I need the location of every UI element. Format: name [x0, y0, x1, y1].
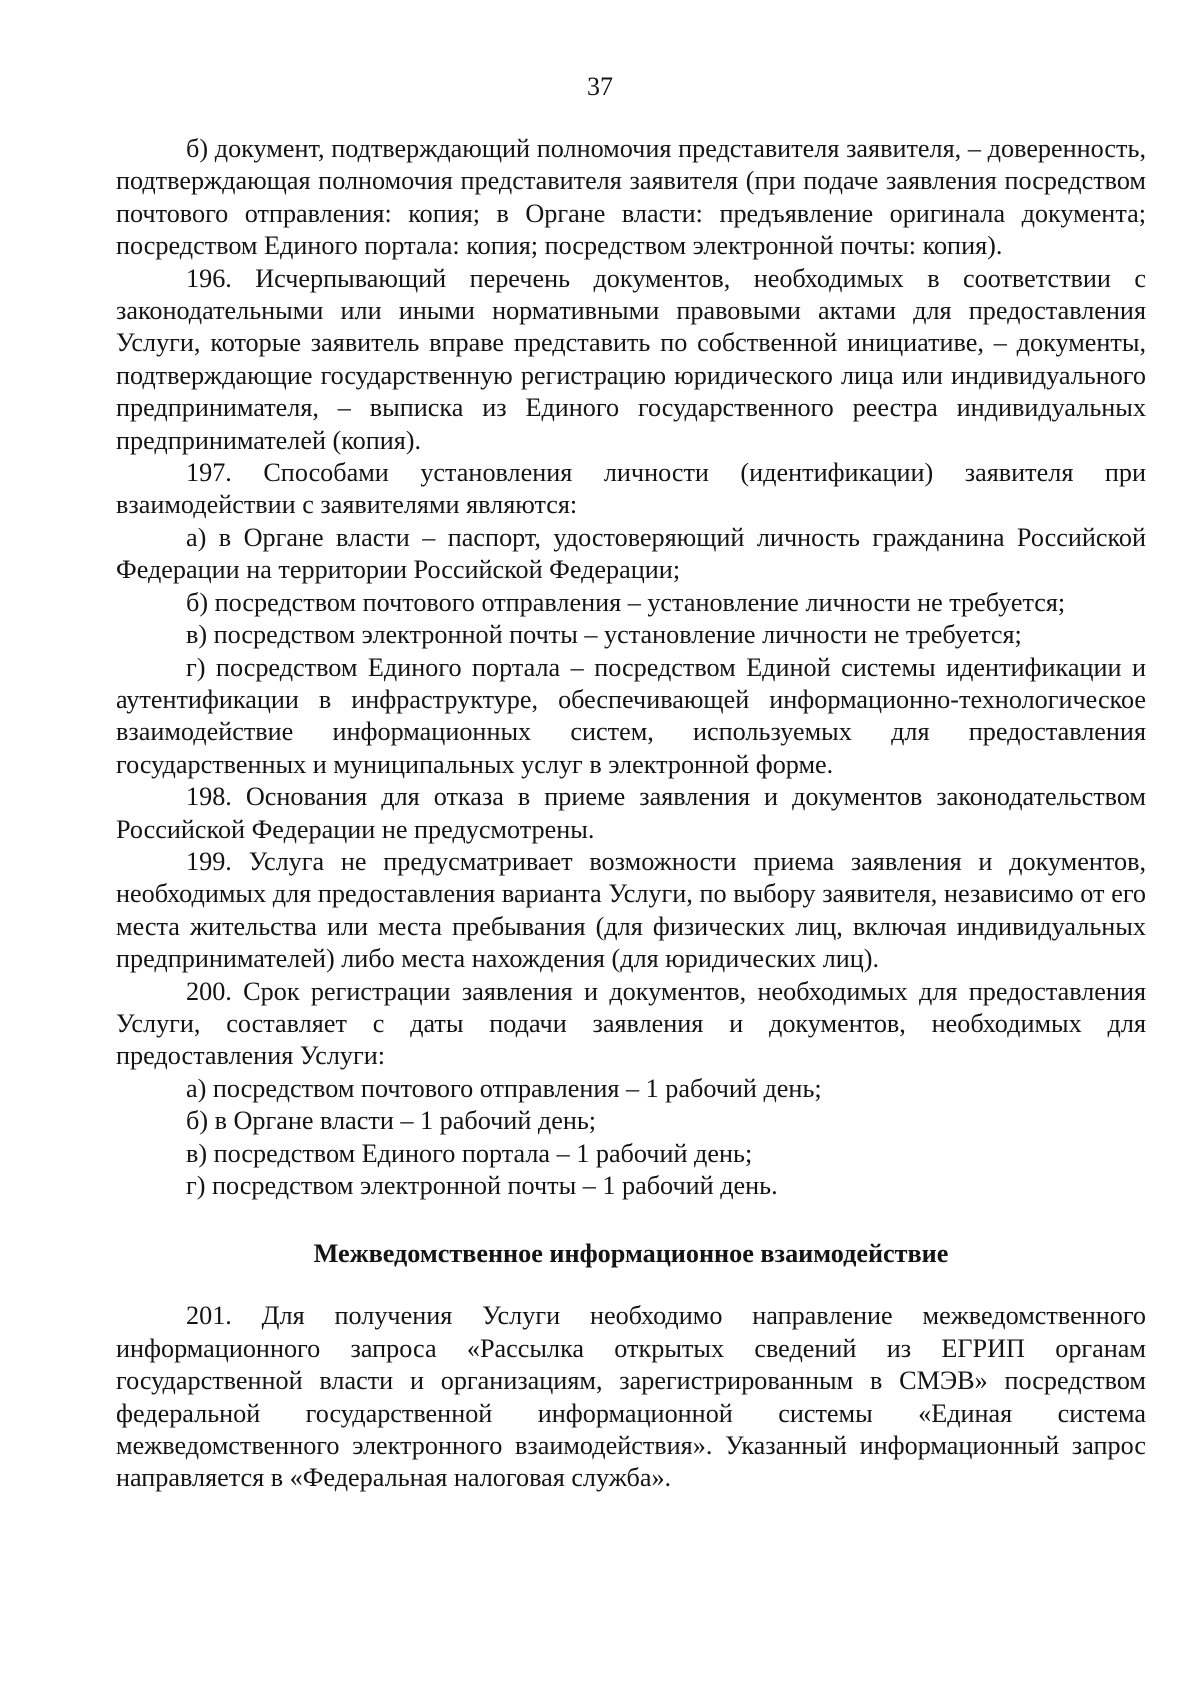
- paragraph-199: 199. Услуга не предусматривает возможности приема заявления и документов, необходимых для предоставления варианта Услуги, по выбору заявителя, независимо от его места жительства или места пребывания (для физических лиц, включая индивидуальных предпринимателей) либо места нахождения (для юридических лиц).: [116, 846, 1146, 974]
- paragraph-201: 201. Для получения Услуги необходимо направление межведомственного информационного запроса «Рассылка открытых сведений из ЕГРИП органам государственной власти и организациям, зарегистрированным в СМЭВ» посредством федеральной государственной информационной системы «Единая система межведомственного электронного взаимодействия». Указанный информационный запрос направляется в «Федеральная налоговая служба».: [116, 1301, 1146, 1493]
- paragraph-200-a: а) посредством почтового отправления – 1 рабочий день;: [186, 1073, 822, 1103]
- paragraph-197-a: а) в Органе власти – паспорт, удостоверяющий личность гражданина Российской Федерации на территории Российской Федерации;: [116, 522, 1146, 585]
- paragraph-197: 197. Способами установления личности (идентификации) заявителя при взаимодействии с заявителями являются:: [116, 458, 1146, 520]
- paragraph-200-v: в) посредством Единого портала – 1 рабочий день;: [186, 1138, 753, 1168]
- paragraph-200-b: б) в Органе власти – 1 рабочий день;: [186, 1106, 597, 1136]
- paragraph-197-g: г) посредством Единого портала – посредством Единой системы идентификации и аутентификации в инфраструктуре, обеспечивающей информационно-технологическое взаимодействие информационных систем, используемых для предоставления государственных и муниципальных услуг в электронной форме.: [116, 652, 1146, 779]
- document-body: [116, 133, 1146, 1495]
- paragraph-200: 200. Срок регистрации заявления и документов, необходимых для предоставления Услуги, составляет с даты подачи заявления и документов, необходимых для предоставления Услуги:: [116, 976, 1146, 1071]
- paragraph-196: 196. Исчерпывающий перечень документов, необходимых в соответствии с законодательными или иными нормативными правовыми актами для предоставления Услуги, которые заявитель вправе представить по собственной инициативе, – документы, подтверждающие государственную регистрацию юридического лица или индивидуального предпринимателя, – выписка из Единого государственного реестра индивидуальных предпринимателей (копия).: [116, 263, 1146, 455]
- paragraph-197-v: в) посредством электронной почты – установление личности не требуется;: [186, 620, 1022, 650]
- paragraph-197-b: б) посредством почтового отправления – установление личности не требуется;: [186, 587, 1066, 617]
- page-number: 37: [587, 72, 613, 101]
- paragraph-200-g: г) посредством электронной почты – 1 рабочий день.: [186, 1171, 778, 1200]
- paragraph-b-power-of-attorney: б) документ, подтверждающий полномочия представителя заявителя, – доверенность, подтверждающая полномочия представителя заявителя (при подаче заявления посредством почтового отправления: копия; в Органе власти: предъявление оригинала документа; посредством Единого портала: копия; посредством электронной почты: копия).: [116, 134, 1146, 261]
- section-heading: Межведомственное информационное взаимодействие: [313, 1239, 949, 1269]
- paragraph-198: 198. Основания для отказа в приеме заявления и документов законодательством Российской Федерации не предусмотрены.: [116, 782, 1146, 844]
